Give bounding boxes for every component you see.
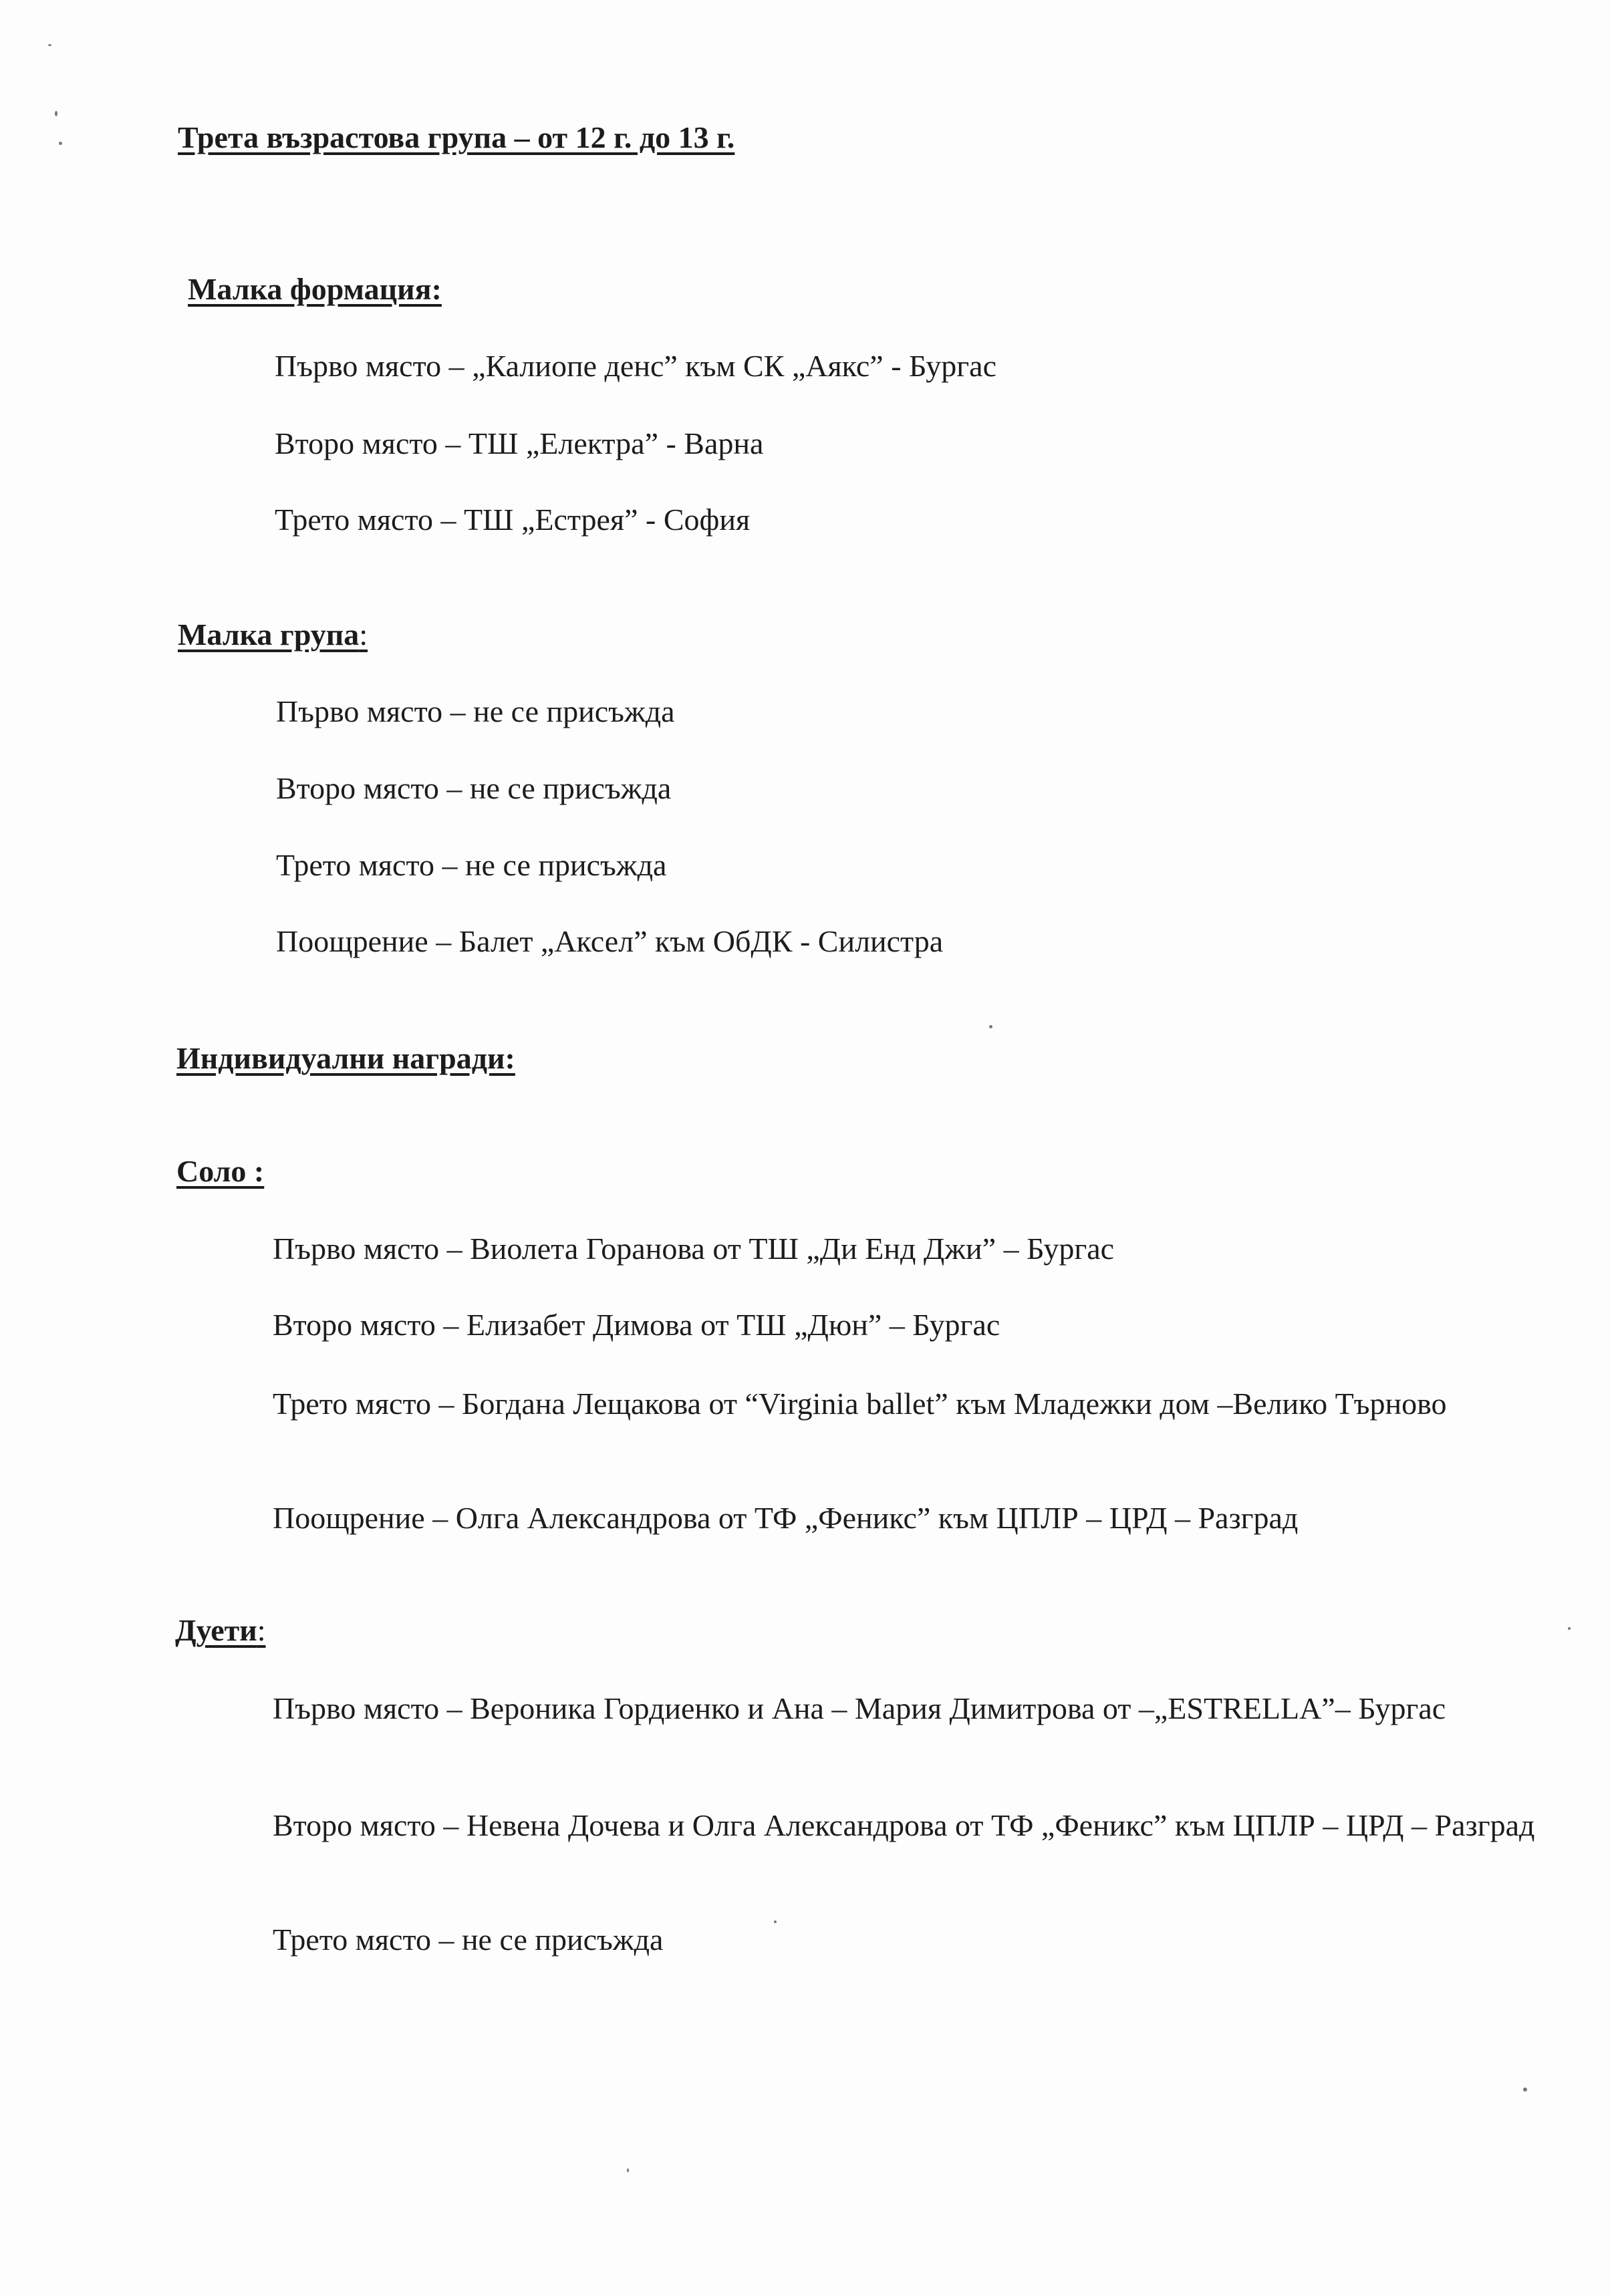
award-line: Трето място – ТШ „Естрея” - София <box>275 503 751 537</box>
section-heading-duets <box>175 1612 266 1649</box>
page-title: Трета възрастова група – от 12 г. до 13 г. <box>178 120 735 154</box>
scan-speck <box>989 1025 992 1028</box>
section-heading-individual-awards: Индивидуални награди: <box>176 1041 515 1075</box>
section-heading-small-group <box>178 616 368 654</box>
scan-speck <box>627 2168 629 2172</box>
heading-colon: : <box>359 617 368 652</box>
award-line: Поощрение – Олга Александрова от ТФ „Феникс” към ЦПЛР – ЦРД – Разград <box>273 1501 1299 1535</box>
award-line: Първо място – „Калиопе денс” към СК „Аякс” - Бургас <box>275 349 997 383</box>
section-heading-small-formation: Малка формация: <box>188 272 442 306</box>
award-line: Второ място – ТШ „Електра” - Варна <box>275 426 764 460</box>
section-heading-text: Дуети <box>175 1613 257 1647</box>
scan-speck <box>48 44 51 46</box>
award-line: Първо място – не се присъжда <box>276 694 675 728</box>
award-line: Трето място – не се присъжда <box>276 848 667 882</box>
heading-colon: : <box>257 1613 266 1647</box>
award-line: Второ място – не се присъжда <box>276 771 672 805</box>
scan-speck <box>1568 1627 1571 1630</box>
award-line: Второ място – Елизабет Димова от ТШ „Дюн” – Бургас <box>273 1308 1000 1342</box>
scan-speck <box>55 111 57 116</box>
section-heading-solo: Соло : <box>176 1154 265 1188</box>
award-line: Трето място – не се присъжда <box>273 1922 664 1957</box>
section-heading-text: Малка група <box>178 617 360 652</box>
award-line: Първо място – Виолета Горанова от ТШ „Ди Енд Джи” – Бургас <box>273 1232 1115 1266</box>
award-line: Второ място – Невена Дочева и Олга Александрова от ТФ „Феникс” към ЦПЛР – ЦРД – Разград <box>273 1808 1535 1842</box>
scan-speck <box>774 1920 777 1923</box>
scan-speck <box>59 142 62 145</box>
scan-speck <box>1523 2088 1527 2092</box>
award-line: Трето място – Богдана Лещакова от “Virginia ballet” към Младежки дом –Велико Търново <box>273 1387 1447 1421</box>
award-line: Поощрение – Балет „Аксел” към ОбДК - Силистра <box>276 924 944 958</box>
award-line: Първо място – Вероника Гордиенко и Ана – Мария Димитрова от –„ESTRELLA”– Бургас <box>273 1691 1446 1725</box>
